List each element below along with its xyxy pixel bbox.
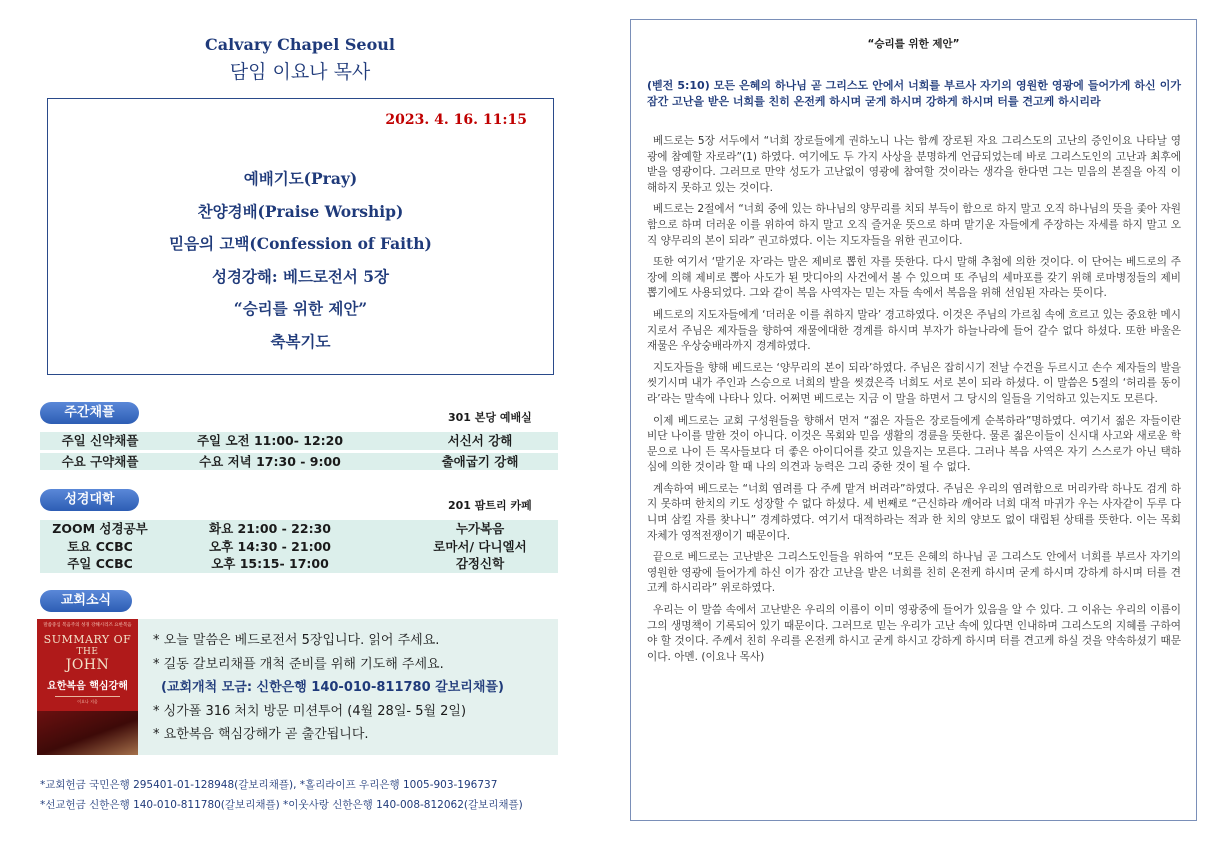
news-item: * 요한복음 핵심강해가 곧 출간됩니다. bbox=[153, 727, 369, 742]
sermon-paragraph: 베드로는 2절에서 “너희 중에 있는 하나님의 양무리를 치되 부득이 함으로 하지 말고 오직 하나님의 뜻을 좇아 자원함으로 하며 더러운 이를 위하여 하지 말고 오직 즐거운 뜻으로 하며 맡기운 자들에게 주장하는 자세를 하지 말고 오직 양무리의 본이 되라” 권고하였다. 이는 지도자들을 위한 권고이다. bbox=[647, 203, 1181, 247]
schedule-time: 오후 14:30 - 21:00 bbox=[209, 538, 331, 554]
schedule-topic: 출애굽기 강해 bbox=[441, 453, 519, 469]
schedule-name: 수요 구약채플 bbox=[61, 453, 139, 469]
news-list bbox=[153, 629, 504, 747]
order-item-sermon: 성경강해: 베드로전서 5장 bbox=[211, 266, 390, 286]
order-item-confession: 믿음의 고백(Confession of Faith) bbox=[169, 234, 432, 254]
bible-college-schedule bbox=[40, 520, 558, 573]
weekly-schedule bbox=[40, 432, 558, 470]
schedule-topic: 서신서 강해 bbox=[447, 433, 513, 448]
weekly-chapel-heading: 주간채플 bbox=[40, 402, 139, 424]
church-name: Calvary Chapel Seoul bbox=[204, 35, 395, 54]
church-news-heading: 교회소식 bbox=[40, 590, 132, 612]
schedule-name: 주일 신약채플 bbox=[61, 433, 139, 448]
sermon-paragraph: 우리는 이 말씀 속에서 고난받은 우리의 이름이 이미 영광중에 들어가 있음을 알 수 있다. 그 이유는 우리의 이름이 그의 생명책이 기록되어 있기 때문이다. 그러므로 믿는 우리가 고난 속에 있다면 인내하며 그리스도의 지혜를 구하여야 할 것이다. 주께서 친히 우리를 온전케 하시고 굳게 하시고 강하게 하시며 터를 견고케 하실 것을 약속하셨기 때문이다. 아멘. (이요나 목사) bbox=[647, 604, 1181, 663]
sermon-paragraph: 계속하여 베드로는 “너희 염려를 다 주께 맡겨 버려라”하였다. 주님은 우리의 염려함으로 머리카락 하나도 검게 하지 못하며 한치의 키도 성장할 수 없다 하셨다. 세 번째로 “근신하라 깨어라 너희 대적 마귀가 우는 사자같이 두루 다니며 삼킬 자를 찾나니” 경계하였다. 여기서 대적하라는 적과 한 치의 양보도 없이 대립된 상태를 뜻한다. 이는 목회 자체가 영적전쟁이기 때문이다. bbox=[647, 482, 1181, 542]
book-title bbox=[37, 633, 138, 672]
schedule-row bbox=[40, 538, 558, 556]
schedule-time: 수요 저녁 17:30 - 9:00 bbox=[199, 453, 341, 469]
sermon-paragraph: 끝으로 베드로는 고난받은 그리스도인들을 위하여 “모든 은혜의 하나님 곧 그리스도 안에서 너희를 부르사 자기의 영원한 영광에 들어가게 하신 이가 잠간 고난을 받은 너희를 친히 온전케 하시며 굳게 하시며 강하게 하시며 터를 견고케 하시리라” 위로하였다. bbox=[647, 551, 1181, 595]
schedule-row bbox=[40, 555, 558, 573]
book-title-line: JOHN bbox=[65, 657, 110, 673]
schedule-row bbox=[40, 520, 558, 538]
church-news-panel bbox=[37, 619, 558, 755]
schedule-topic: 누가복음 bbox=[455, 521, 505, 536]
order-item-worship: 찬양경배(Praise Worship) bbox=[197, 201, 404, 221]
sermon-paragraph: 이제 베드로는 교회 구성원들을 향해서 먼저 “젊은 자들은 장로들에게 순복하라”명하였다. 여기서 젊은 자들이란 비단 나이를 말한 것이 아니다. 이것은 목회와 믿음 생활의 경륜을 뜻한다. 물론 젊은이들이 신시대 사고와 새로운 학문으로 나이 든 목사들보다 더 좋은 아이디어를 갖고 있을지는 모른다. 그러나 복음 사역은 자기 스스로가 아닌 택하심에 의한 것이라 할 때 나의 의견과 능력은 그리 중한 것이 될 수 없다. bbox=[647, 414, 1181, 474]
account-line: *교회헌금 국민은행 295401-01-128948(갈보리채플), *홀리라이프 우리은행 1005-903-196737 bbox=[40, 779, 498, 791]
book-title-line: SUMMARY OF bbox=[43, 633, 132, 646]
bible-college-heading: 성경대학 bbox=[40, 489, 139, 511]
sermon-paragraph: 또한 여기서 ‘맡기운 자’라는 말은 제비로 뽑힌 자를 뜻한다. 다시 말해 추첨에 의한 것이다. 이 단어는 베드로의 주장에 의해 제비로 뽑아 사도가 된 맛디아의 사건에서 볼 수 있으며 또 주님의 세마포를 갖기 위해 로마병정들의 제비뽑기에도 사용되었다. 그와 같이 복음 사역자는 믿는 자들 속에서 복음을 위해 선임된 자라는 뜻이다. bbox=[647, 256, 1181, 300]
schedule-name: ZOOM 성경공부 bbox=[52, 521, 148, 536]
sermon-body bbox=[647, 134, 1181, 671]
sermon-title: “승리를 위한 제안” bbox=[867, 38, 960, 50]
book-title-line: THE bbox=[76, 647, 99, 657]
service-date: 2023. 4. 16. 11:15 bbox=[385, 112, 527, 128]
order-of-worship-box bbox=[47, 98, 554, 375]
book-author: 이요나 지음 bbox=[77, 699, 98, 704]
schedule-row bbox=[40, 432, 558, 450]
schedule-topic: 로마서/ 다니엘서 bbox=[433, 538, 527, 554]
account-line: *선교헌금 신한은행 140-010-811780(갈보리채플) *이웃사랑 신한은행 140-008-812062(갈보리채플) bbox=[40, 799, 523, 811]
news-item: * 길동 갈보리채플 개척 준비를 위해 기도해 주세요. bbox=[153, 656, 444, 672]
book-cover-image bbox=[37, 619, 138, 755]
schedule-time: 오후 15:15- 17:00 bbox=[211, 556, 329, 571]
order-item-sermon-title: “승리를 위한 제안” bbox=[233, 299, 368, 319]
schedule-name: 주일 CCBC bbox=[67, 556, 133, 571]
news-item: * 오늘 말씀은 베드로전서 5장입니다. 읽어 주세요. bbox=[153, 633, 440, 648]
sermon-box bbox=[630, 19, 1197, 821]
book-divider bbox=[55, 696, 120, 697]
order-item-blessing: 축복기도 bbox=[270, 331, 331, 351]
weekly-chapel-location: 301 본당 예배실 bbox=[448, 411, 532, 424]
schedule-name: 토요 CCBC bbox=[67, 538, 133, 554]
pastor-name: 담임 이요나 목사 bbox=[229, 61, 371, 83]
order-list bbox=[48, 163, 553, 359]
sermon-paragraph: 베드로는 5장 서두에서 “너희 장로들에게 권하노니 나는 함께 장로된 자요 그리스도의 고난의 증인이요 나타날 영광에 참예할 자로라”(1) 하였다. 여기에도 두 가지 사상을 분명하게 언급되었는데 바로 그리스도인의 고난과 최후에 받을 영광이다. 그러므로 만약 성도가 고난없이 영광에 참여할 것이라는 생각을 한다면 그는 믿음의 본질을 아직 이해하지 못하고 있는 것이다. bbox=[647, 135, 1181, 194]
sermon-verse: (벧전 5:10) 모든 은혜의 하나님 곧 그리스도 안에서 너희를 부르사 자기의 영원한 영광에 들어가게 하신 이가 잠간 고난을 받은 너희를 친히 온전케 하시며 굳게 하시며 강하게 하시며 터를 견고케 하시리라 bbox=[647, 79, 1181, 108]
book-cover-photo bbox=[37, 711, 138, 755]
news-item-fundraising: (교회개척 모금: 신한은행 140-010-811780 갈보리채플) bbox=[161, 680, 504, 695]
book-top-text: 말씀중심 복음주의 성경 강해시리즈 요한복음 bbox=[43, 623, 132, 628]
sermon-paragraph: 베드로의 지도자들에게 ‘더러운 이를 취하지 말라’ 경고하였다. 이것은 주님의 가르침 속에 흐르고 있는 중요한 메시지로서 주님은 제자들을 향하여 재물에대한 경계를 하시며 부자가 하늘나라에 들어 갈수 없다 하셨다. 또한 바울은 재물은 우상숭배라까지 경계하였다. bbox=[647, 308, 1181, 353]
book-subtitle: 요한복음 핵심강해 bbox=[47, 681, 128, 692]
schedule-time: 화요 21:00 - 22:30 bbox=[209, 521, 331, 536]
offering-accounts bbox=[40, 775, 523, 815]
bible-college-location: 201 팜트리 카페 bbox=[448, 499, 532, 512]
schedule-time: 주일 오전 11:00- 12:20 bbox=[196, 433, 344, 448]
schedule-row bbox=[40, 453, 558, 471]
order-item-pray: 예배기도(Pray) bbox=[243, 169, 358, 188]
sermon-paragraph: 지도자들을 향해 베드로는 ‘양무리의 본이 되라’하였다. 주님은 잡히시기 전날 수건을 두르시고 손수 제자들의 발을 씻기시며 내가 주인과 스승으로 너희의 발을 씻겼은즉 너희도 서로 본이 되라 하셨다. 이 말씀은 5절의 ‘허리를 동이라’라는 말속에 나타나 있다. 어쩌면 베드로는 지금 이 말을 하면서 그 당시의 일들을 기억하고 있는지도 모른다. bbox=[647, 361, 1181, 405]
news-item: * 싱가폴 316 처치 방문 미션투어 (4월 28일- 5월 2일) bbox=[153, 703, 467, 719]
schedule-topic: 감정신학 bbox=[455, 556, 505, 571]
